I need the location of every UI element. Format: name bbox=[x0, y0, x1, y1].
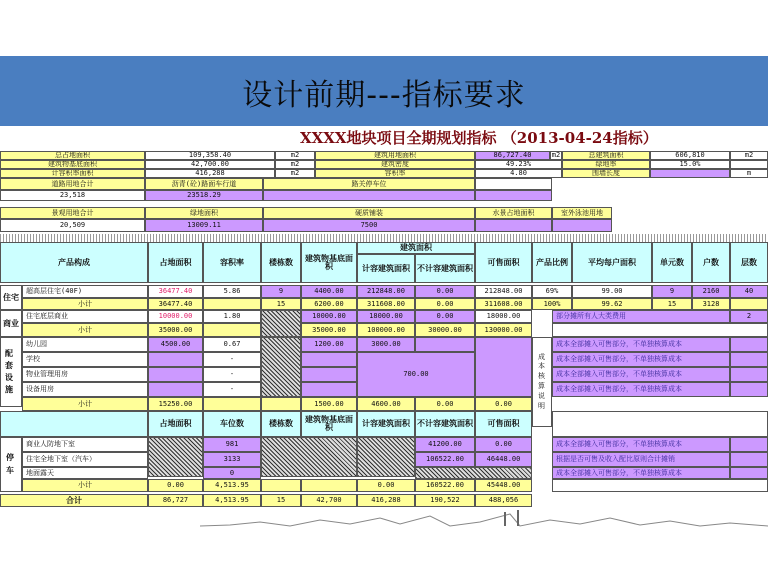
summary-value-empty bbox=[650, 169, 730, 178]
sheet-title: XXXX地块项目全期规划指标 （2013-04-24指标） bbox=[300, 129, 658, 147]
cell: 41200.00 bbox=[415, 437, 475, 452]
parking-header-sale: 可售面积 bbox=[475, 411, 532, 437]
cell-empty bbox=[261, 479, 301, 492]
cell: 100000.00 bbox=[357, 323, 415, 337]
cell: 1.80 bbox=[203, 310, 261, 323]
parking-header-far: 计容建筑面积 bbox=[357, 411, 415, 437]
header-far-area: 计容建筑面积 bbox=[357, 254, 415, 283]
cell: 106522.00 bbox=[415, 452, 475, 467]
summary-label: 计容积率面积 bbox=[0, 169, 145, 178]
group-facilities: 配套设施 bbox=[0, 337, 22, 407]
summary-label: 建筑用地面积 bbox=[315, 151, 475, 160]
parking-header-floors: 楼栋数 bbox=[261, 411, 301, 437]
cell: 18000.00 bbox=[475, 310, 532, 323]
cell-empty bbox=[261, 397, 301, 411]
cell: 3133 bbox=[203, 452, 261, 467]
cell-empty bbox=[415, 337, 475, 352]
cell: 0 bbox=[203, 467, 261, 479]
summary-value-empty bbox=[263, 190, 475, 201]
row-label: 住宅全地下室（汽车） bbox=[22, 452, 148, 467]
cell-hatched bbox=[261, 310, 301, 337]
header-land: 占地面积 bbox=[148, 242, 203, 283]
cell-empty bbox=[301, 382, 357, 397]
summary-label: 室外泳池用地 bbox=[552, 207, 612, 219]
cell-empty bbox=[148, 382, 203, 397]
subtotal-label: 小计 bbox=[22, 298, 148, 310]
cell: 9 bbox=[652, 285, 692, 298]
cell: 416,288 bbox=[357, 494, 415, 507]
parking-header-nonfar: 不计容建筑面积 bbox=[415, 411, 475, 437]
row-label: 住宅底层商业 bbox=[22, 310, 148, 323]
summary-label: 道路用地合计 bbox=[0, 178, 145, 190]
summary-value-empty bbox=[475, 219, 552, 232]
cell: 15 bbox=[261, 494, 301, 507]
summary-unit: m2 bbox=[551, 151, 561, 159]
cell: 160522.00 bbox=[415, 479, 475, 492]
cell: - bbox=[203, 367, 261, 382]
subtotal-label: 小计 bbox=[22, 479, 148, 492]
cell-empty bbox=[148, 352, 203, 367]
header-avg: 平均每户面积 bbox=[572, 242, 652, 283]
cell: 99.62 bbox=[572, 298, 652, 310]
cell: 99.00 bbox=[572, 285, 652, 298]
summary-label: 围墙长度 bbox=[562, 169, 650, 178]
cell-empty bbox=[301, 367, 357, 382]
summary-value: 86,727.40 bbox=[475, 151, 550, 160]
summary-value-empty bbox=[552, 219, 612, 232]
group-parking: 停车 bbox=[0, 437, 22, 492]
cell: 0.00 bbox=[415, 285, 475, 298]
row-label: 超高层住宅(40F) bbox=[22, 285, 148, 298]
cell-hatched bbox=[261, 437, 357, 477]
summary-value: 49.23% bbox=[475, 160, 562, 169]
cell-empty bbox=[730, 367, 768, 382]
summary-value: 416,288 bbox=[145, 169, 275, 178]
header-far: 容积率 bbox=[203, 242, 261, 283]
cell: 488,056 bbox=[475, 494, 532, 507]
summary-label: 绿地面积 bbox=[145, 207, 263, 219]
note: 成本全部摊入可售部分，不单独核算成本 bbox=[552, 352, 730, 367]
cell: 35000.00 bbox=[148, 323, 203, 337]
cell: 2 bbox=[730, 310, 768, 323]
top-margin bbox=[0, 0, 768, 56]
cell: 45448.00 bbox=[475, 479, 532, 492]
cell: 30000.00 bbox=[415, 323, 475, 337]
cell-empty bbox=[203, 298, 261, 310]
cell-empty bbox=[730, 452, 768, 467]
summary-value: 20,509 bbox=[0, 219, 145, 232]
header-floors: 楼栋数 bbox=[261, 242, 301, 283]
summary-empty bbox=[730, 160, 768, 169]
header-sale: 可售面积 bbox=[475, 242, 532, 283]
cell: 10000.00 bbox=[301, 310, 357, 323]
cell-empty bbox=[730, 298, 768, 310]
note: 成本全部摊入可售部分，不单独核算成本 bbox=[552, 337, 730, 352]
cell: 4600.00 bbox=[357, 397, 415, 411]
note: 部分摊所有人大类费用 bbox=[552, 310, 730, 323]
cell: 4,513.95 bbox=[203, 494, 261, 507]
summary-value: 23518.29 bbox=[145, 190, 263, 201]
summary-unit: m2 bbox=[730, 151, 768, 160]
cell-empty bbox=[301, 352, 357, 367]
summary-label: 硬质铺装 bbox=[263, 207, 475, 219]
cell: 4,513.95 bbox=[203, 479, 261, 492]
cell-empty bbox=[730, 352, 768, 367]
cell: 46448.00 bbox=[475, 452, 532, 467]
cell-empty bbox=[730, 467, 768, 479]
cell: 1500.00 bbox=[301, 397, 357, 411]
cell: 130000.00 bbox=[475, 323, 532, 337]
row-label: 商业人防地下室 bbox=[22, 437, 148, 452]
summary-label: 景观用地合计 bbox=[0, 207, 145, 219]
subtotal-label: 小计 bbox=[22, 323, 148, 337]
header-build-area: 建筑面积 bbox=[357, 242, 475, 254]
summary-value: 606,810 bbox=[650, 151, 730, 160]
header-product: 产品构成 bbox=[0, 242, 148, 283]
header-base: 建筑物基底面积 bbox=[301, 242, 357, 283]
cell: 212848.00 bbox=[475, 285, 532, 298]
cell-empty bbox=[552, 411, 768, 437]
cell-empty bbox=[148, 367, 203, 382]
summary-value: 42,700.00 bbox=[145, 160, 275, 169]
subtotal-label: 小计 bbox=[22, 397, 148, 411]
cell: 42,700 bbox=[301, 494, 357, 507]
vertical-label: 成本核算说明 bbox=[532, 337, 552, 427]
cell: 1200.00 bbox=[301, 337, 357, 352]
header-households: 户数 bbox=[692, 242, 730, 283]
cell: 0.00 bbox=[415, 298, 475, 310]
header-units: 单元数 bbox=[652, 242, 692, 283]
cell-empty bbox=[552, 323, 768, 337]
cell: 3128 bbox=[692, 298, 730, 310]
cell-hatched bbox=[415, 467, 532, 479]
cell: 15250.00 bbox=[148, 397, 203, 411]
cell: 0.00 bbox=[148, 479, 203, 492]
cell: 3000.00 bbox=[357, 337, 415, 352]
bottom-margin bbox=[0, 530, 768, 578]
summary-value: 7500 bbox=[263, 219, 475, 232]
cell: 981 bbox=[203, 437, 261, 452]
cell: 100% bbox=[532, 298, 572, 310]
cell: 0.67 bbox=[203, 337, 261, 352]
note: 成本全部摊入可售部分，不单独核算成本 bbox=[552, 437, 730, 452]
cell: 36477.40 bbox=[148, 285, 203, 298]
cell: 311608.00 bbox=[475, 298, 532, 310]
cell: 9 bbox=[261, 285, 301, 298]
summary-label: 路关停车位 bbox=[263, 178, 475, 190]
cell-empty bbox=[730, 337, 768, 352]
cell: 5.86 bbox=[203, 285, 261, 298]
cell: 4500.00 bbox=[148, 337, 203, 352]
separator bbox=[0, 234, 768, 242]
cell-empty bbox=[730, 437, 768, 452]
cell: - bbox=[203, 382, 261, 397]
header-layers: 层数 bbox=[730, 242, 768, 283]
parking-header-land: 占地面积 bbox=[148, 411, 203, 437]
cell: 10000.00 bbox=[148, 310, 203, 323]
note: 成本全部摊入可售部分，不单独核算成本 bbox=[552, 467, 730, 479]
summary-value-empty bbox=[475, 190, 552, 201]
summary-unit: m2 bbox=[275, 160, 315, 169]
cell: 0.00 bbox=[475, 397, 532, 411]
summary-value: 4.80 bbox=[475, 169, 562, 178]
cell-empty bbox=[475, 337, 532, 397]
cell: 0.00 bbox=[357, 479, 415, 492]
cell: 69% bbox=[532, 285, 572, 298]
cell: 0.00 bbox=[415, 310, 475, 323]
summary-value: 15.0% bbox=[650, 160, 730, 169]
cell-empty bbox=[730, 382, 768, 397]
summary-label: 水景占地面积 bbox=[475, 207, 552, 219]
cell-empty bbox=[203, 323, 261, 337]
summary-label: 建筑物基底面积 bbox=[0, 160, 145, 169]
cell: 35000.00 bbox=[301, 323, 357, 337]
parking-header-base: 建筑物基底面积 bbox=[301, 411, 357, 437]
cell-hatched bbox=[148, 437, 203, 477]
row-label: 物业管理用房 bbox=[22, 367, 148, 382]
cell-hatched bbox=[261, 337, 301, 397]
cell: 40 bbox=[730, 285, 768, 298]
parking-header-spaces: 车位数 bbox=[203, 411, 261, 437]
cell: 311608.00 bbox=[357, 298, 415, 310]
group-residential: 住宅 bbox=[0, 285, 22, 310]
cell: - bbox=[203, 352, 261, 367]
cell: 4400.00 bbox=[301, 285, 357, 298]
summary-label: 沥青(砼)路面车行道 bbox=[145, 178, 263, 190]
note: 根据是否可售及收入配比原则合计摊销 bbox=[552, 452, 730, 467]
slide-title: 设计前期---指标要求 bbox=[242, 78, 526, 113]
cell: 86,727 bbox=[148, 494, 203, 507]
header-nonfar-area: 不计容建筑面积 bbox=[415, 254, 475, 283]
summary-unit: m bbox=[730, 169, 768, 178]
cell: 18000.00 bbox=[357, 310, 415, 323]
summary-label: 总占地面积 bbox=[0, 151, 145, 160]
cell: 2160 bbox=[692, 285, 730, 298]
group-commercial: 商业 bbox=[0, 310, 22, 337]
cell: 700.00 bbox=[357, 352, 475, 397]
row-label: 地面露天 bbox=[22, 467, 148, 479]
cell: 36477.40 bbox=[148, 298, 203, 310]
cell: 6200.00 bbox=[301, 298, 357, 310]
cell: 15 bbox=[261, 298, 301, 310]
summary-label: 绿地率 bbox=[562, 160, 650, 169]
summary-value: 23,518 bbox=[0, 190, 145, 201]
summary-value: 109,358.40 bbox=[145, 151, 275, 160]
summary-empty bbox=[475, 178, 552, 190]
cell: 212848.00 bbox=[357, 285, 415, 298]
cell: 0.00 bbox=[415, 397, 475, 411]
row-label: 学校 bbox=[22, 352, 148, 367]
parking-header-blank bbox=[0, 411, 148, 437]
summary-unit: m2 bbox=[275, 169, 315, 178]
header-ratio: 产品比例 bbox=[532, 242, 572, 283]
cell-empty bbox=[301, 479, 357, 492]
cell: 190,522 bbox=[415, 494, 475, 507]
row-label: 幼儿园 bbox=[22, 337, 148, 352]
summary-unit: m2 bbox=[275, 151, 315, 160]
row-label: 设备用房 bbox=[22, 382, 148, 397]
summary-label: 总建筑面积 bbox=[562, 151, 650, 160]
summary-label: 建筑密度 bbox=[315, 160, 475, 169]
summary-label: 容积率 bbox=[315, 169, 475, 178]
note: 成本全部摊入可售部分，不单独核算成本 bbox=[552, 367, 730, 382]
cell: 15 bbox=[652, 298, 692, 310]
cell-empty bbox=[203, 397, 261, 411]
summary-value: 13009.11 bbox=[145, 219, 263, 232]
indicator-spreadsheet bbox=[0, 147, 768, 509]
note: 成本全部摊入可售部分，不单独核算成本 bbox=[552, 382, 730, 397]
cell-hatched bbox=[357, 437, 415, 477]
cell: 0.00 bbox=[475, 437, 532, 452]
total-label: 合计 bbox=[0, 494, 148, 507]
skyline-sketch bbox=[200, 508, 768, 530]
cell-empty bbox=[552, 479, 768, 492]
